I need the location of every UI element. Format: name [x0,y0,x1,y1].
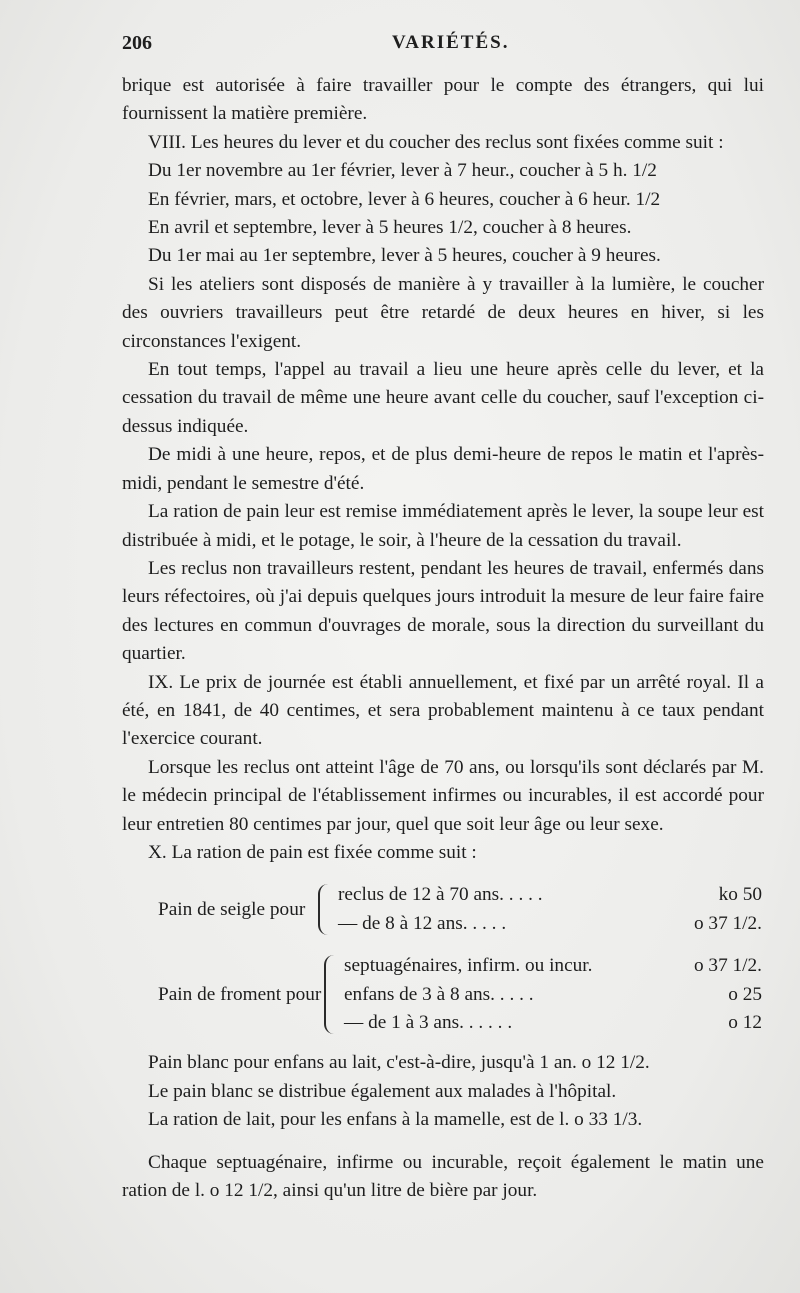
ration-value: o 25 [728,983,762,1005]
paragraph: Le pain blanc se distribue également aux malades à l'hôpital. [148,1080,617,1102]
rye-bread-group [122,881,764,938]
schedule [122,157,764,271]
rye-bread-label: Pain de seigle pour [158,898,306,920]
schedule-line: Du 1er mai au 1er septembre, lever à 5 heures, coucher à 9 heures. [148,245,661,267]
article-x: X. La ration de pain est fixée comme suit : [148,841,477,863]
paragraph: Pain blanc pour enfans au lait, c'est-à-dire, jusqu'à 1 an. o 12 1/2. [148,1052,650,1074]
paragraph: La ration de pain leur est remise immédiatement après le lever, la soupe leur est distribuée à midi, et le potage, le soir, à l'heure de la cessation du travail. [122,501,764,551]
ration-desc: — de 8 à 12 ans. . . . . [338,912,507,934]
ration-desc: enfans de 3 à 8 ans. . . . . [344,983,534,1005]
ration-value: o 37 1/2. [693,912,762,934]
ration-desc: — de 1 à 3 ans. . . . . . [344,1012,513,1033]
paragraph: Chaque septuagénaire, infirme ou incurable, reçoit également le matin une ration de l. o 12 1/2, ainsi qu'un litre de bière par jour. [122,1151,764,1202]
ration-value: o 37 1/2. [693,955,762,977]
ration-row [338,881,764,909]
ration-desc: reclus de 12 à 70 ans. . . . . [338,884,543,906]
schedule-line: En avril et septembre, lever à 5 heures 1/2, coucher à 8 heures. [148,217,632,239]
brace [318,884,332,935]
ration-row [344,1009,764,1037]
paragraph: Les reclus non travailleurs restent, pendant les heures de travail, enfermés dans leurs réfectoires, où j'ai depuis quelques jours introduit la mesure de leur faire faire des lectures en commun d'ouvrages de morale, sous la direction du surveillant du quartier. [122,557,764,665]
wheat-bread-label: Pain de froment pour [158,983,322,1005]
ration-row [338,910,764,938]
bread-ration-table [122,881,764,1037]
page-number: 206 [122,32,152,54]
ration-desc: septuagénaires, infirm. ou incur. [344,955,593,977]
brace [324,955,338,1034]
ration-value: ko 50 [718,884,762,906]
article-ix: IX. Le prix de journée est établi annuellement, et fixé par un arrêté royal. Il a été, en 1841, de 40 centimes, et sera probablement maintenu à ce taux pendant l'exercice courant. [122,671,764,750]
paragraph: La ration de lait, pour les enfans à la mamelle, est de l. o 33 1/3. [148,1109,643,1131]
paragraph: De midi à une heure, repos, et de plus demi-heure de repos le matin et l'après-midi, pendant le semestre d'été. [122,444,764,494]
article-viii: VIII. Les heures du lever et du coucher des reclus sont fixées comme suit : [148,131,724,153]
paragraph: En tout temps, l'appel au travail a lieu une heure après celle du lever, et la cessation du travail de même une heure avant celle du coucher, sauf l'exception ci-dessus indiquée. [122,359,764,437]
ration-row [344,952,764,980]
schedule-line: Du 1er novembre au 1er février, lever à 7 heur., coucher à 5 h. 1/2 [148,160,657,182]
paragraph: brique est autorisée à faire travailler pour le compte des étrangers, qui lui fournissent la matière première. [122,75,764,125]
page-body [122,72,764,1205]
running-title: VARIÉTÉS. [392,32,510,53]
wheat-bread-group [122,952,764,1037]
ration-value: o 12 [728,1012,762,1033]
ration-row [344,981,764,1009]
paragraph: Lorsque les reclus ont atteint l'âge de 70 ans, ou lorsqu'ils sont déclarés par M. le médecin principal de l'établissement infirmes ou incurables, il est accordé pour leur entretien 80 centimes par jour, quel que soit leur âge ou leur sexe. [122,756,764,835]
paragraph: Si les ateliers sont disposés de manière à y travailler à la lumière, le coucher des ouvriers travailleurs peut être retardé de deux heures en hiver, si les circonstances l'exigent. [122,273,764,352]
schedule-line: En février, mars, et octobre, lever à 6 heures, coucher à 6 heur. 1/2 [148,188,661,210]
page-header [122,32,762,62]
